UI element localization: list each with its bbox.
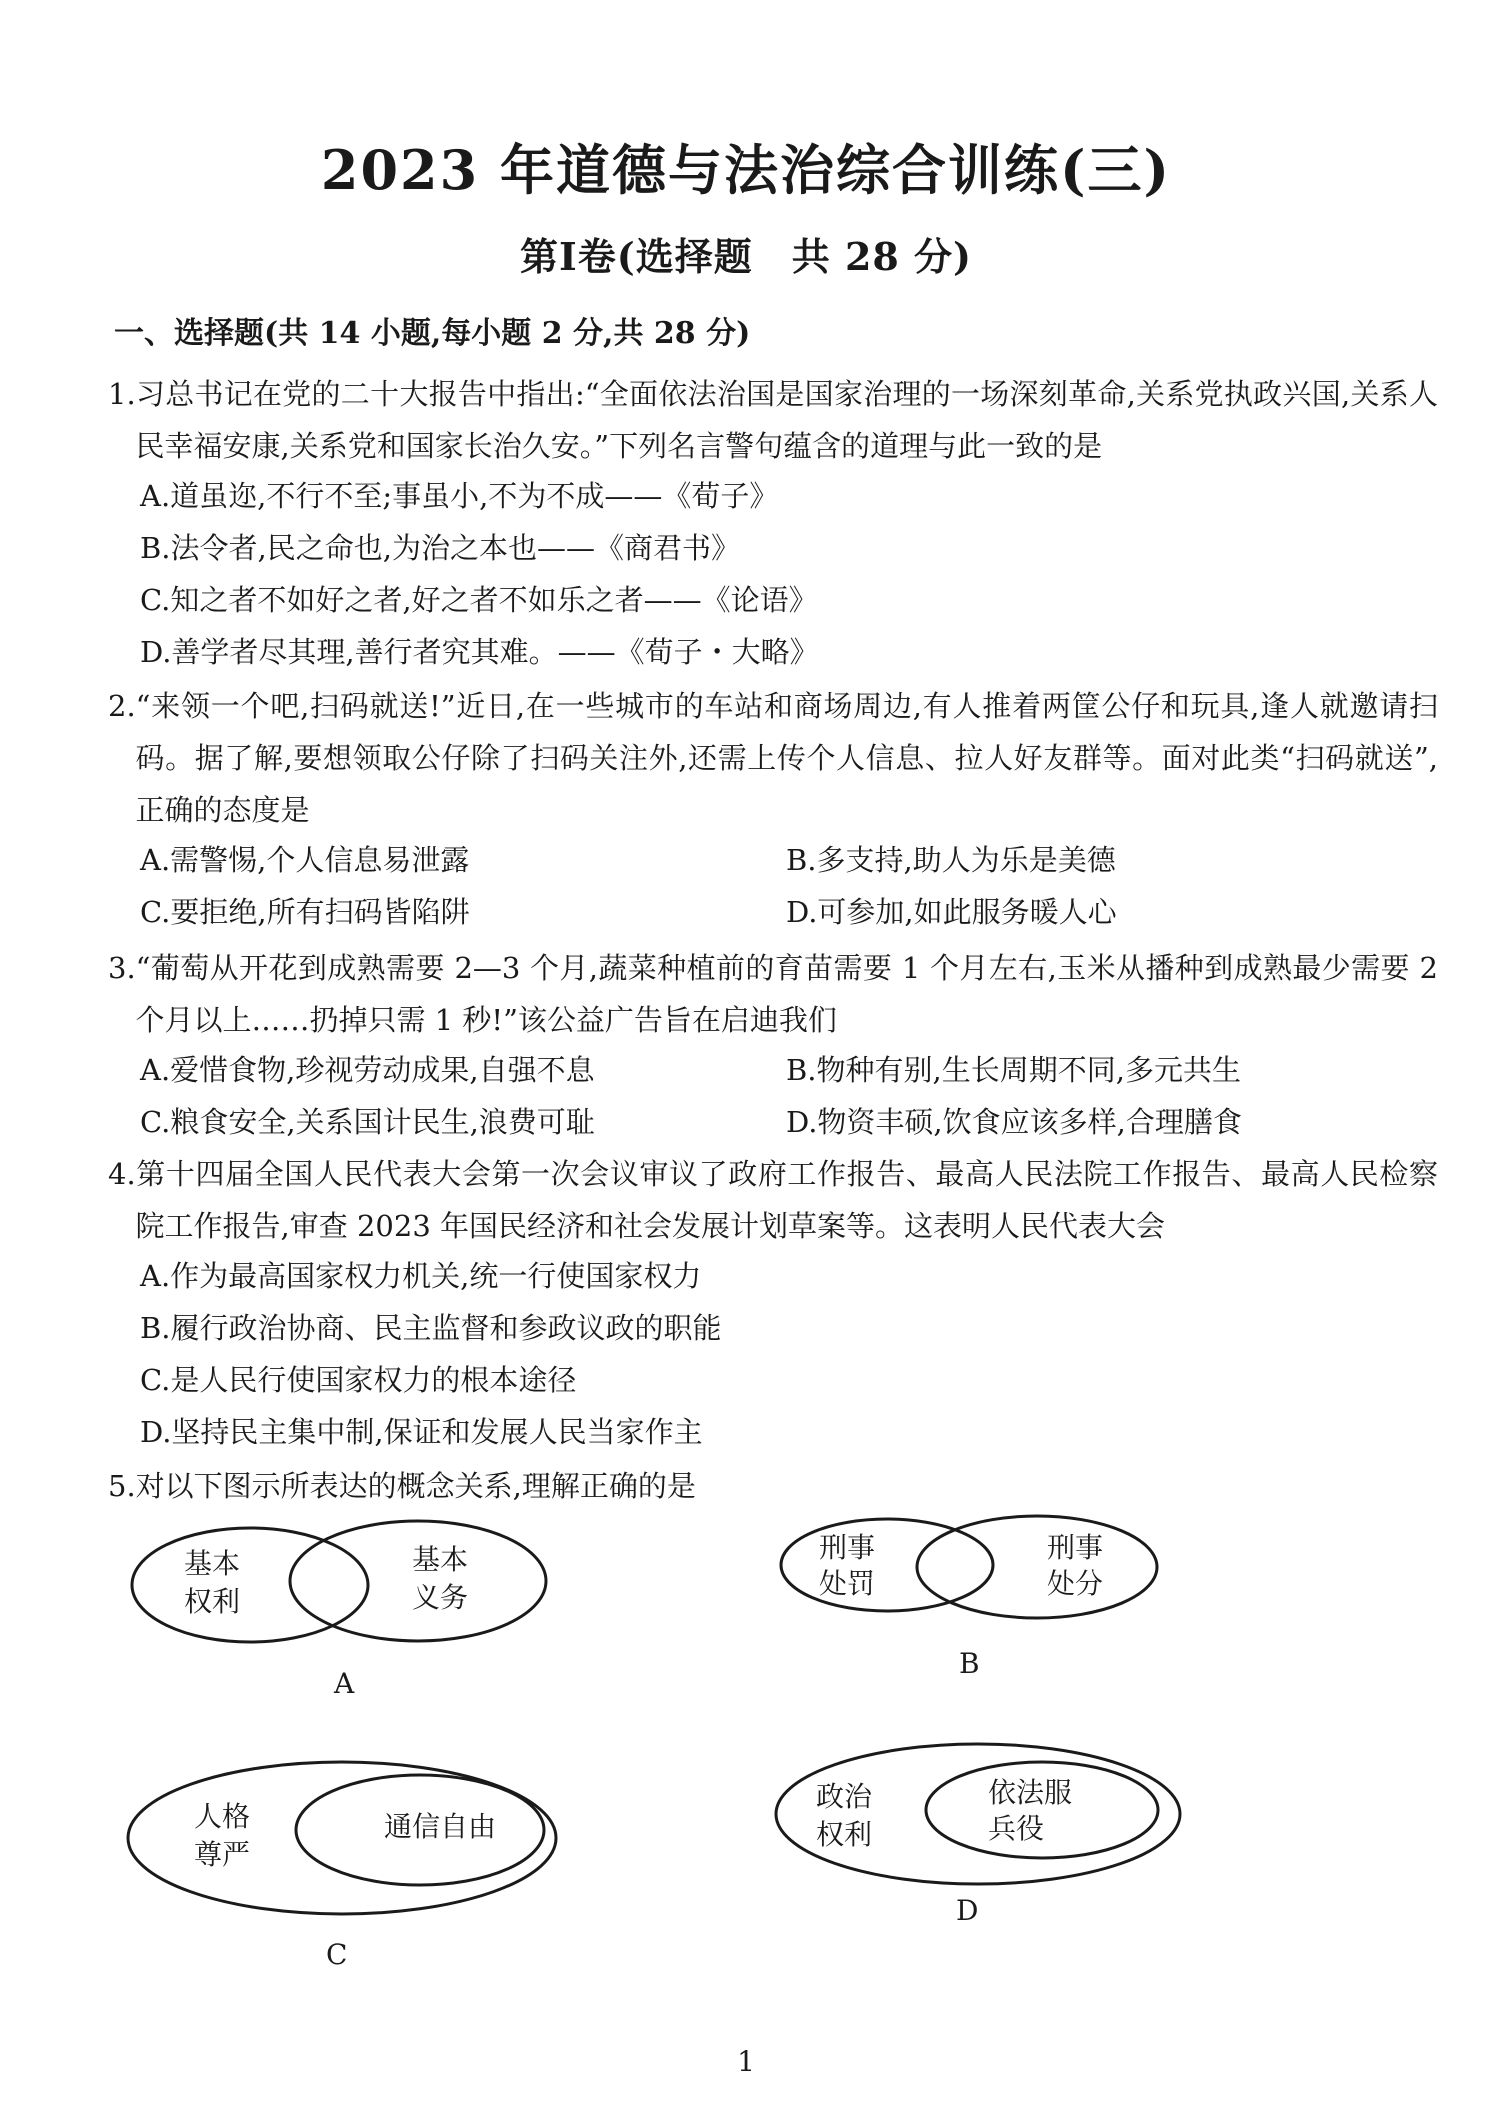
option-c: C.知之者不如好之者,好之者不如乐之者——《论语》 <box>140 583 818 617</box>
diagram-letter: B <box>959 1647 980 1680</box>
option-c: C.是人民行使国家权力的根本途径 <box>140 1363 577 1397</box>
label-left-line2: 处罚 <box>819 1567 876 1600</box>
diagram-d <box>770 1740 1200 1940</box>
option-d: D.坚持民主集中制,保证和发展人民当家作主 <box>140 1415 703 1449</box>
question-stem: 1.习总书记在党的二十大报告中指出:“全面依法治国是国家治理的一场深刻革命,关系党执政兴国,关系人民幸福安康,关系党和国家长治久安。”下列名言警句蕴含的道理与此一致的是 <box>108 377 1438 463</box>
label-outer-line1: 政治 <box>816 1780 873 1813</box>
option-b: B.法令者,民之命也,为治之本也——《商君书》 <box>140 531 740 565</box>
exam-title: 2023 年道德与法治综合训练(三) <box>320 138 1172 202</box>
option-c: C.要拒绝,所有扫码皆陷阱 <box>140 895 470 929</box>
question-1 <box>108 368 1438 472</box>
label-right-line1: 基本 <box>412 1543 469 1576</box>
diagram-b <box>775 1515 1195 1715</box>
question-stem: 2.“来领一个吧,扫码就送!”近日,在一些城市的车站和商场周边,有人推着两筐公仔和玩具,逢人就邀请扫码。据了解,要想领取公仔除了扫码关注外,还需上传个人信息、拉人好友群等。面对此类“扫码就送”,正确的态度是 <box>108 689 1438 827</box>
label-right-line1: 刑事 <box>1047 1531 1104 1564</box>
label-left-line1: 基本 <box>184 1547 241 1580</box>
question-3 <box>108 942 1438 1046</box>
page-number: 1 <box>737 2045 755 2078</box>
option-c: C.粮食安全,关系国计民生,浪费可耻 <box>140 1105 595 1139</box>
question-4 <box>108 1148 1438 1252</box>
option-a: A.爱惜食物,珍视劳动成果,自强不息 <box>140 1053 595 1087</box>
diagram-letter: A <box>334 1667 355 1700</box>
diagram-a <box>120 1515 580 1735</box>
ellipse-outer <box>776 1744 1180 1884</box>
question-stem: 4.第十四届全国人民代表大会第一次会议审议了政府工作报告、最高人民法院工作报告、最高人民检察院工作报告,审查 2023 年国民经济和社会发展计划草案等。这表明人民代表大会 <box>108 1157 1438 1243</box>
option-a: A.作为最高国家权力机关,统一行使国家权力 <box>140 1259 702 1293</box>
ellipse-left <box>781 1519 993 1611</box>
option-d: D.物资丰硕,饮食应该多样,合理膳食 <box>786 1105 1242 1139</box>
question-stem: 3.“葡萄从开花到成熟需要 2—3 个月,蔬菜种植前的育苗需要 1 个月左右,玉米从播种到成熟最少需要 2 个月以上……扔掉只需 1 秒!”该公益广告旨在启迪我们 <box>108 951 1438 1037</box>
label-left-line1: 刑事 <box>819 1531 876 1564</box>
option-d: D.可参加,如此服务暖人心 <box>786 895 1117 929</box>
option-a: A.道虽迩,不行不至;事虽小,不为不成——《荀子》 <box>140 479 779 513</box>
part-subtitle: 第Ⅰ卷(选择题 共 28 分) <box>519 234 973 279</box>
diagram-letter: D <box>956 1894 979 1927</box>
label-inner-line2: 兵役 <box>988 1812 1045 1845</box>
option-b: B.履行政治协商、民主监督和参政议政的职能 <box>140 1311 722 1345</box>
label-inner: 通信自由 <box>384 1810 497 1843</box>
label-right-line2: 义务 <box>412 1581 469 1614</box>
diagram-c <box>120 1750 580 1980</box>
section-heading: 一、选择题(共 14 小题,每小题 2 分,共 28 分) <box>114 316 751 351</box>
label-outer-line1: 人格 <box>194 1800 251 1833</box>
option-b: B.物种有别,生长周期不同,多元共生 <box>786 1053 1241 1087</box>
label-right-line2: 处分 <box>1047 1567 1104 1600</box>
label-outer-line2: 权利 <box>816 1818 873 1851</box>
ellipse-right <box>917 1516 1157 1618</box>
option-b: B.多支持,助人为乐是美德 <box>786 843 1116 877</box>
label-inner-line1: 依法服 <box>988 1776 1073 1809</box>
option-d: D.善学者尽其理,善行者究其难。——《荀子・大略》 <box>140 635 819 669</box>
diagram-letter: C <box>326 1938 348 1971</box>
option-a: A.需警惕,个人信息易泄露 <box>140 843 470 877</box>
question-stem: 5.对以下图示所表达的概念关系,理解正确的是 <box>108 1469 696 1503</box>
question-5 <box>108 1460 1438 1512</box>
label-left-line2: 权利 <box>184 1585 241 1618</box>
label-outer-line2: 尊严 <box>194 1838 251 1871</box>
question-2 <box>108 680 1438 836</box>
